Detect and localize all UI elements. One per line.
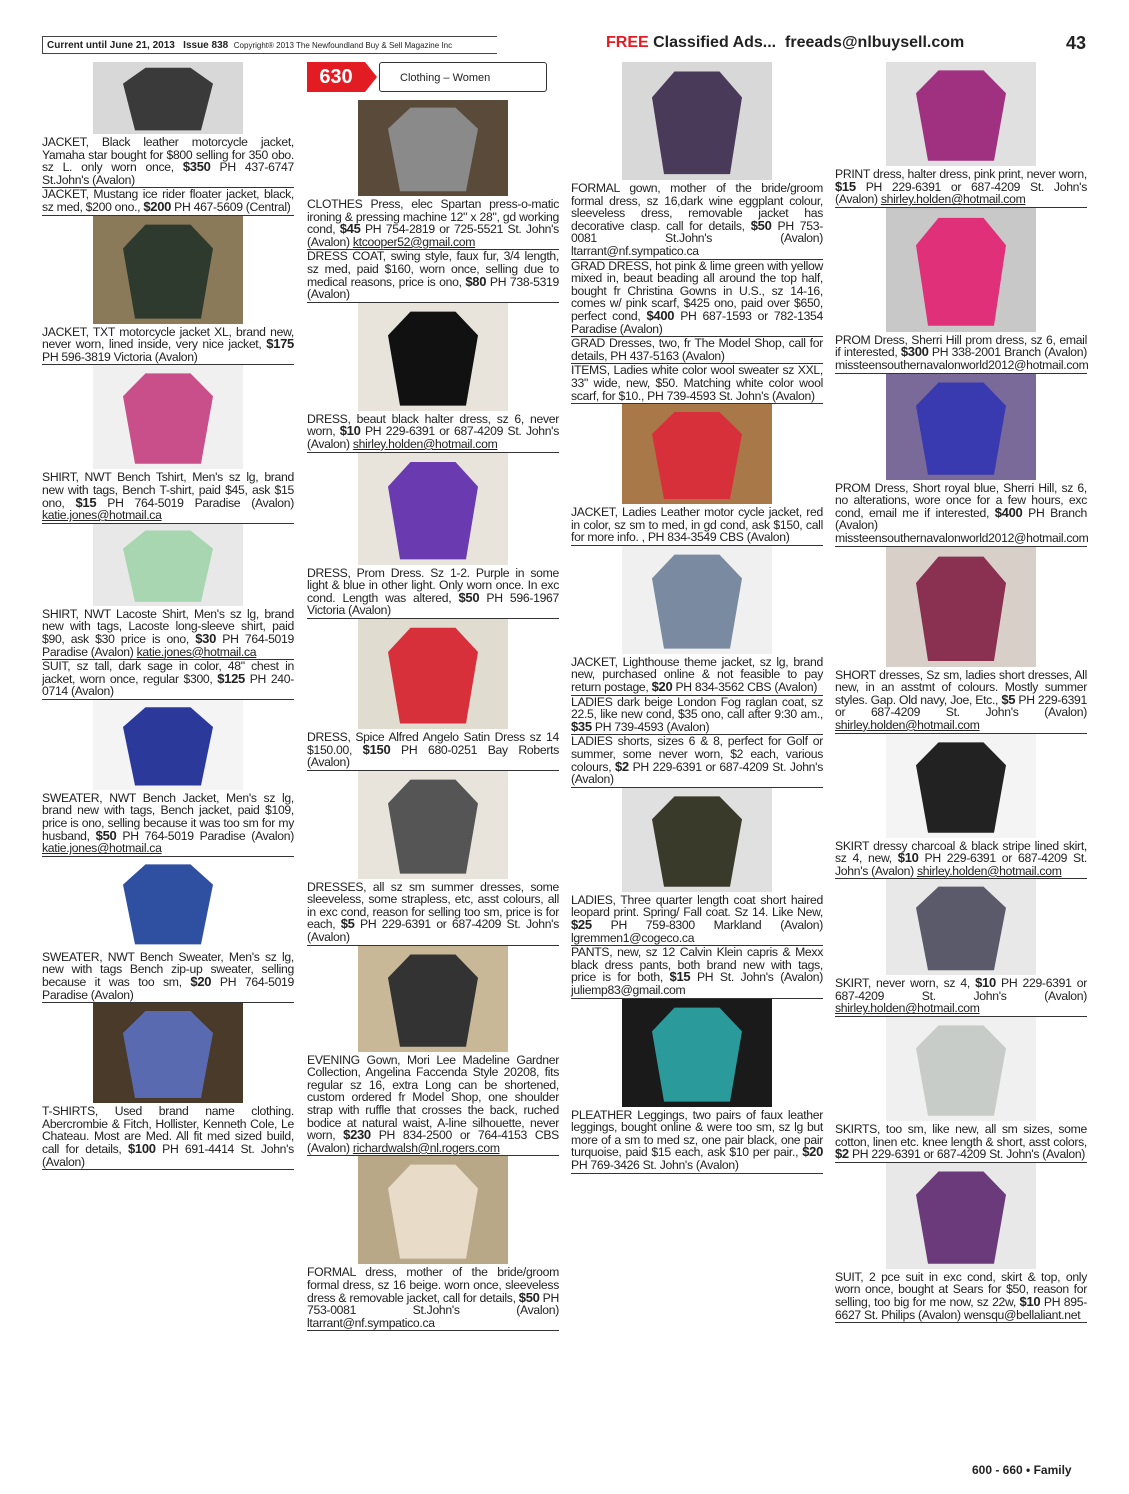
ad-text [42, 136, 294, 187]
ad-price: $400 [646, 307, 675, 323]
current-until: Current until June 21, 2013 [47, 40, 175, 51]
ad-description: SKIRTS, too sm, like new, all sm sizes, some cotton, linen etc. knee length & short, asst colors, [835, 1122, 1087, 1149]
ad-photo [886, 374, 1036, 480]
ad-text [307, 413, 559, 452]
ad-contact: PH 467-5609 (Central) [171, 199, 291, 214]
ad-contact: PH 338-2001 Branch (Avalon) missteensouthernavalonworld2012@hotmail.com [835, 345, 1089, 372]
ad-price: $150 [362, 741, 391, 757]
ad-text [307, 881, 559, 945]
ad-text [571, 696, 823, 735]
ad-description: SHIRT, NWT Bench Tshirt, Men's sz lg, brand new with tags, Bench T-shirt, paid $45, ask $15 ono, [42, 470, 294, 510]
classified-label: Classified Ads... [653, 34, 777, 51]
ad-text [42, 608, 294, 659]
ad-text [42, 660, 294, 699]
ad-photo [358, 303, 508, 411]
ad-description: FORMAL gown, mother of the bride/groom formal dress, sz 16,dark wine eggplant colour, sleeveless dress, removable jacket has decorative clasp. call for details, [571, 181, 823, 233]
ad-price: $35 [571, 718, 592, 734]
ad-price: $200 [143, 198, 172, 214]
ad-text [835, 482, 1087, 546]
classified-ad [835, 374, 1087, 547]
ad-description: PROM Dress, Sherri Hill prom dress, sz 6, email if interested, [835, 332, 1087, 360]
ad-description: JACKET, Ladies Leather motor cycle jacket, red in color, sz sm to med, in gd cond, ask $150, call for more info. , PH 834-3549 CBS (Avalon) [571, 505, 823, 545]
classified-ad [307, 771, 559, 946]
ad-text [571, 1109, 823, 1173]
ad-description: PRINT dress, halter dress, pink print, never worn, [835, 167, 1087, 181]
page-number: 43 [1066, 33, 1087, 53]
ad-contact: PH 764-5019 Paradise (Avalon) [42, 975, 295, 1002]
ad-description: CLOTHES Press, elec Spartan press-o-matic ironing & pressing machine 12" x 28", gd working cond, [307, 197, 559, 237]
section-number: 630 [307, 62, 365, 92]
ad-description: SKIRT, never worn, sz 4, [835, 976, 976, 991]
ad-email-link[interactable]: katie.jones@hotmail.ca [42, 841, 162, 856]
classified-ad [571, 62, 823, 260]
ad-photo [93, 1003, 243, 1103]
free-ads-header [606, 34, 964, 52]
ad-photo [886, 734, 1036, 838]
ad-text [571, 946, 823, 997]
ad-price: $20 [651, 679, 673, 695]
ad-contact: PH 229-6391 or 687-4209 St. John's (Avalon) [848, 1147, 1086, 1162]
ad-description: GRAD Dresses, two, fr The Model Shop, call for details, PH 437-5163 (Avalon) [571, 336, 823, 363]
ad-contact: PH 229-6391 or 687-4209 St. John's (Avalon) [307, 917, 559, 945]
ad-text [42, 1105, 294, 1169]
classified-ad [571, 260, 823, 338]
column-1 [42, 62, 294, 1170]
ad-text [835, 1123, 1087, 1162]
ad-price: $50 [518, 1289, 540, 1305]
ad-description: PLEATHER Leggings, two pairs of faux leather leggings, bought online & were too sm, sz lg but more of a sm to med sz, one pair black, one pair turquoise, paid $15 each, ask $10 per pair., [571, 1107, 823, 1160]
ad-photo [358, 100, 508, 196]
ad-photo [622, 404, 772, 504]
ad-description: PANTS, new, sz 12 Calvin Klein capris & Mexx black dress pants, both brand new with tags, price is for both, [571, 945, 823, 985]
ad-description: DRESS, Spice Alfred Angelo Satin Dress sz 14 $150.00, [307, 729, 559, 757]
classified-ad [835, 1163, 1087, 1323]
classified-ad [835, 879, 1087, 1017]
ad-text [42, 471, 294, 522]
ad-photo [622, 999, 772, 1107]
ad-contact: PH 759-8300 Markland (Avalon) lgremmen1@cogeco.ca [571, 918, 823, 945]
ad-contact: PH 764-5019 Paradise (Avalon) [42, 631, 294, 659]
classified-ad [835, 1017, 1087, 1163]
classified-ad [835, 208, 1087, 374]
classified-ad [42, 524, 294, 660]
ad-contact: PH 229-6391 or 687-4209 St. John's (Avalon) [307, 424, 559, 451]
ad-price: $15 [835, 178, 856, 194]
copyright: Copyright® 2013 The Newfoundland Buy & Sell Magazine Inc [233, 41, 453, 50]
ad-email-link[interactable]: shirley.holden@hotmail.com [835, 1001, 980, 1016]
ad-description: SHIRT, NWT Lacoste Shirt, Men's sz lg, brand new with tags, Lacoste long-sleeve shirt, paid $90, ask $30 price is ono, [42, 606, 294, 646]
ad-price: $125 [217, 670, 245, 686]
ad-email-link[interactable]: shirley.holden@hotmail.com [352, 436, 498, 451]
ad-photo [622, 788, 772, 892]
classified-ad [42, 365, 294, 523]
classified-ad [307, 619, 559, 771]
ad-email-link[interactable]: shirley.holden@hotmail.com [835, 717, 980, 732]
classified-ad [42, 62, 294, 188]
ad-contact: PH 437-6747 St.John's (Avalon) [42, 160, 294, 187]
ad-text [307, 567, 559, 618]
ad-price: $2 [835, 1146, 849, 1162]
ad-description: T-SHIRTS, Used brand name clothing. Abercrombie & Fitch, Hollister, Kenneth Cole, Le Chateau. Most are Med. All fit med sized build, call for details, [42, 1104, 294, 1156]
ad-price: $400 [994, 504, 1023, 520]
ad-contact: PH 687-1593 or 782-1354 Paradise (Avalon) [571, 308, 823, 336]
ad-contact: PH 739-4593 (Avalon) [591, 719, 710, 734]
column-2 [307, 62, 559, 1331]
ad-price: $80 [465, 273, 487, 289]
ad-contact: PH 229-6391 or 687-4209 St. John's (Avalon) [835, 179, 1087, 207]
free-ads-email[interactable]: freeads@nlbuysell.com [785, 34, 965, 51]
ad-contact: PH 764-5019 Paradise (Avalon) [116, 828, 294, 843]
ad-text [307, 731, 559, 770]
ad-description: SKIRT dressy charcoal & black stripe lined skirt, sz 4, new, [835, 838, 1087, 866]
ad-contact: PH 753-0081 St.John's (Avalon) ltarrant@nf.sympatico.ca [571, 218, 823, 258]
ad-price: $10 [975, 975, 996, 991]
ad-text [835, 168, 1087, 207]
ad-description: SUIT, 2 pce suit in exc cond, skirt & top, only worn once, bought at Sears for $50, reason for selling, too big for me now, sz 22w, [835, 1269, 1087, 1310]
ad-text [571, 182, 823, 259]
ad-photo [358, 453, 508, 565]
ad-price: $15 [75, 494, 97, 510]
classified-ad [307, 946, 559, 1157]
ad-email-link[interactable]: katie.jones@hotmail.ca [136, 644, 257, 659]
ad-photo [93, 857, 243, 949]
ad-contact: PH 229-6391 or 687-4209 St. John's (Avalon) [571, 759, 823, 787]
ad-description: LADIES, Three quarter length coat short haired leopard print. Spring/ Fall coat. Sz 14. Like New, [571, 892, 823, 920]
ad-text [571, 260, 823, 337]
ad-price: $5 [340, 916, 355, 932]
classified-ad [307, 453, 559, 619]
ad-price: $10 [897, 850, 919, 866]
issue-number: Issue 838 [183, 40, 229, 51]
ad-price: $50 [750, 217, 772, 233]
ad-description: SWEATER, NWT Bench Jacket, Men's sz lg, brand new with tags, Bench jacket, paid $109, price is ono, selling because it was too sm for my husband, [42, 790, 294, 843]
ad-contact: PH Branch (Avalon) missteensouthernavalonworld2012@hotmail.com [835, 505, 1089, 545]
ad-price: $175 [266, 336, 294, 352]
ad-price: $10 [1019, 1294, 1041, 1310]
classified-ad [42, 1003, 294, 1170]
ad-contact: PH 691-4414 St. John's (Avalon) [42, 1142, 294, 1169]
ad-photo [886, 547, 1036, 667]
classified-ad [571, 735, 823, 787]
ad-description: LADIES shorts, sizes 6 & 8, perfect for Golf or summer, some never worn, $2 each, various colours, [571, 734, 823, 774]
ad-photo [886, 1163, 1036, 1269]
ad-photo [358, 619, 508, 729]
ad-contact: PH 229-6391 or 687-4209 St. John's (Avalon) [835, 976, 1087, 1003]
classified-ad [835, 547, 1087, 734]
ad-text [835, 1271, 1087, 1322]
ad-photo [93, 62, 243, 134]
ad-price: $30 [195, 630, 217, 646]
ad-photo [886, 879, 1036, 975]
ad-photo [886, 62, 1036, 166]
classified-ad [307, 1156, 559, 1331]
ad-contact: PH 240-0714 (Avalon) [42, 671, 295, 699]
ad-text [835, 977, 1087, 1016]
ad-description: JACKET, TXT motorcycle jacket XL, brand new, never worn, lined inside, very nice jacket, [42, 324, 294, 352]
classified-ad [571, 546, 823, 696]
classified-ad [307, 100, 559, 250]
ad-text [571, 506, 823, 545]
ad-contact: PH 596-1967 Victoria (Avalon) [307, 590, 559, 618]
classified-ad [571, 788, 823, 946]
ad-price: $5 [1001, 691, 1016, 707]
ad-description: DRESS COAT, swing style, faux fur, 3/4 length, sz med, paid $160, worn once, selling due to medical reasons, price is ono, [307, 249, 559, 289]
ad-email-link[interactable]: ktcooper52@gmail.com [352, 234, 476, 249]
column-3 [571, 62, 823, 1174]
classified-ad [571, 364, 823, 404]
ad-contact: PH 596-3819 Victoria (Avalon) [42, 349, 198, 364]
ad-price: $350 [182, 159, 211, 175]
ad-text [571, 894, 823, 945]
ad-email-link[interactable]: shirley.holden@hotmail.com [916, 863, 1062, 878]
classified-ad [835, 734, 1087, 880]
ad-text [42, 188, 294, 214]
ad-contact: PH 754-2819 or 725-5521 St. John's (Avalon) [307, 222, 559, 249]
ad-text [42, 951, 294, 1002]
ad-photo [622, 62, 772, 180]
ad-price: $300 [900, 344, 929, 360]
ad-description: EVENING Gown, Mori Lee Madeline Gardner Collection, Angelina Faccenda Style 20208, fits regular sz 16, extra Long can be shortened, custom ordered fr Model Shop, one shoulder strap with ruffle that crosses the back, ruched bodice at natural waist, A-line silhouette, never worn, [307, 1052, 559, 1143]
classified-ad [42, 660, 294, 700]
free-label: FREE [606, 34, 649, 51]
ad-photo [358, 771, 508, 879]
ad-description: LADIES dark beige London Fog raglan coat, sz 22.5, like new cond, $35 ono, call after 9:30 am., [571, 694, 823, 722]
section-title: Clothing – Women [379, 62, 547, 92]
ad-description: JACKET, Mustang ice rider floater jacket, black, sz med, $200 ono., [42, 187, 294, 214]
ad-photo [93, 216, 243, 324]
classified-ad [835, 62, 1087, 208]
ad-text [571, 735, 823, 786]
ad-photo [622, 546, 772, 654]
ad-price: $10 [339, 423, 361, 439]
ad-text [307, 1054, 559, 1156]
ad-price: $15 [669, 969, 691, 985]
classified-ad [571, 946, 823, 998]
ad-contact: PH 229-6391 or 687-4209 St. John's (Avalon) [835, 851, 1087, 878]
ad-description: FORMAL dress, mother of the bride/groom formal dress, sz 16 beige. worn once, sleeveless dress & removable jacket, call for details, [307, 1265, 559, 1305]
ad-text [571, 364, 823, 403]
ad-description: SHORT dresses, Sz sm, ladies short dresses, All new, in an asstmt of colours. Mostly summer styles. Gap. Old navy, Joe, Etc., [835, 667, 1087, 707]
ad-price: $100 [127, 1141, 156, 1156]
ad-description: JACKET, Lighthouse theme jacket, sz lg, brand new, purchased online & not feasible to pay return postage, [571, 654, 823, 695]
ad-description: JACKET, Black leather motorcycle jacket, Yamaha star bought for $800 selling for 350 obo. sz L. only worn once, [42, 135, 294, 175]
ad-description: SUIT, sz tall, dark sage in color, 48" chest in jacket, worn once, regular $300, [42, 659, 294, 686]
page-footer: 600 - 660 • Family [972, 1463, 1072, 1477]
column-4 [835, 62, 1087, 1323]
ad-text [42, 792, 294, 856]
classified-ad [42, 216, 294, 366]
ad-contact: PH 834-2500 or 764-4153 CBS (Avalon) [307, 1128, 559, 1155]
ad-text [835, 334, 1087, 373]
ad-photo [93, 700, 243, 790]
ad-price: $20 [802, 1144, 823, 1160]
ad-email-link[interactable]: richardwalsh@nl.rogers.com [352, 1140, 500, 1155]
ad-description: DRESS, beaut black halter dress, sz 6, never worn, [307, 411, 559, 439]
ad-description: GRAD DRESS, hot pink & lime green with yellow mixed in, beaut beading all around the top half, bought fr Christina Gowns in U.S., sz 14-16, comes w/ pink scarf, $425 ono, paid over $650, perfect cond, [571, 258, 823, 323]
ad-text [42, 326, 294, 365]
ad-description: ITEMS, Ladies white color wool sweater sz XXL, 33" wide, new, $50. Matching white color wool scarf, for $10., PH 739-4593 St. John's (Avalon) [571, 363, 823, 403]
ad-contact: PH 229-6391 or 687-4209 St. John's (Avalon) [835, 692, 1088, 720]
ad-email-link[interactable]: katie.jones@hotmail.ca [42, 508, 162, 523]
ad-photo [93, 524, 243, 606]
ad-description: SWEATER, NWT Bench Sweater, Men's sz lg, new with tags Bench zip-up sweater, selling because it was too sm, [42, 949, 294, 990]
ad-description: DRESSES, all sz sm summer dresses, some sleeveless, some strapless, etc, asst colours, all in exc cond, reason for selling too sm, price is for each, [307, 879, 559, 932]
ad-photo [93, 365, 243, 469]
classified-ad [42, 857, 294, 1003]
ad-text [307, 250, 559, 301]
classified-ad [307, 303, 559, 453]
ad-text [307, 1266, 559, 1330]
ad-text [571, 656, 823, 695]
ad-contact: PH 764-5019 Paradise (Avalon) [96, 495, 294, 510]
ad-contact: PH St. John's (Avalon) juliemp83@gmail.com [571, 970, 823, 997]
section-banner [307, 62, 559, 96]
ad-contact: PH 769-3426 St. John's (Avalon) [571, 1157, 739, 1172]
ad-price: $230 [343, 1127, 371, 1143]
ad-text [835, 840, 1087, 879]
issue-header [42, 36, 497, 54]
ad-description: PROM Dress, Short royal blue, Sherri Hill, sz 6, no alterations, wore once for a few hours, exc cond, email me if interested, [835, 480, 1087, 520]
classified-ad [42, 700, 294, 857]
classified-ad [571, 999, 823, 1174]
ad-contact: PH 753-0081 St.John's (Avalon) ltarrant@nf.sympatico.ca [307, 1290, 560, 1330]
ad-contact: PH 738-5319 (Avalon) [307, 274, 560, 302]
ad-photo [358, 1156, 508, 1264]
ad-photo [358, 946, 508, 1052]
ad-photo [886, 208, 1036, 332]
ad-price: $50 [95, 827, 117, 843]
classified-ad [42, 188, 294, 215]
ad-contact: PH 895-6627 St. Philips (Avalon) wensqu@bellaliant.net [835, 1295, 1087, 1322]
ad-photo [886, 1017, 1036, 1121]
classified-ad [571, 337, 823, 364]
ad-price: $20 [190, 974, 212, 990]
ad-contact: PH 680-0251 Bay Roberts (Avalon) [307, 742, 559, 770]
ad-price: $25 [571, 917, 592, 932]
ad-text [835, 669, 1087, 733]
ad-price: $45 [339, 221, 361, 237]
classified-ad [571, 404, 823, 546]
ad-text [307, 198, 559, 249]
ad-description: DRESS, Prom Dress. Sz 1-2. Purple in some light & blue in other light. Only worn once. In exc cond. Length was altered, [307, 565, 559, 605]
ad-price: $50 [458, 589, 480, 605]
ad-price: $2 [615, 758, 629, 774]
classified-ad [307, 250, 559, 302]
ad-text [571, 337, 823, 363]
ad-contact: PH 834-3562 CBS (Avalon) [672, 680, 818, 695]
ad-email-link[interactable]: shirley.holden@hotmail.com [880, 192, 1026, 207]
classified-ad [571, 696, 823, 736]
